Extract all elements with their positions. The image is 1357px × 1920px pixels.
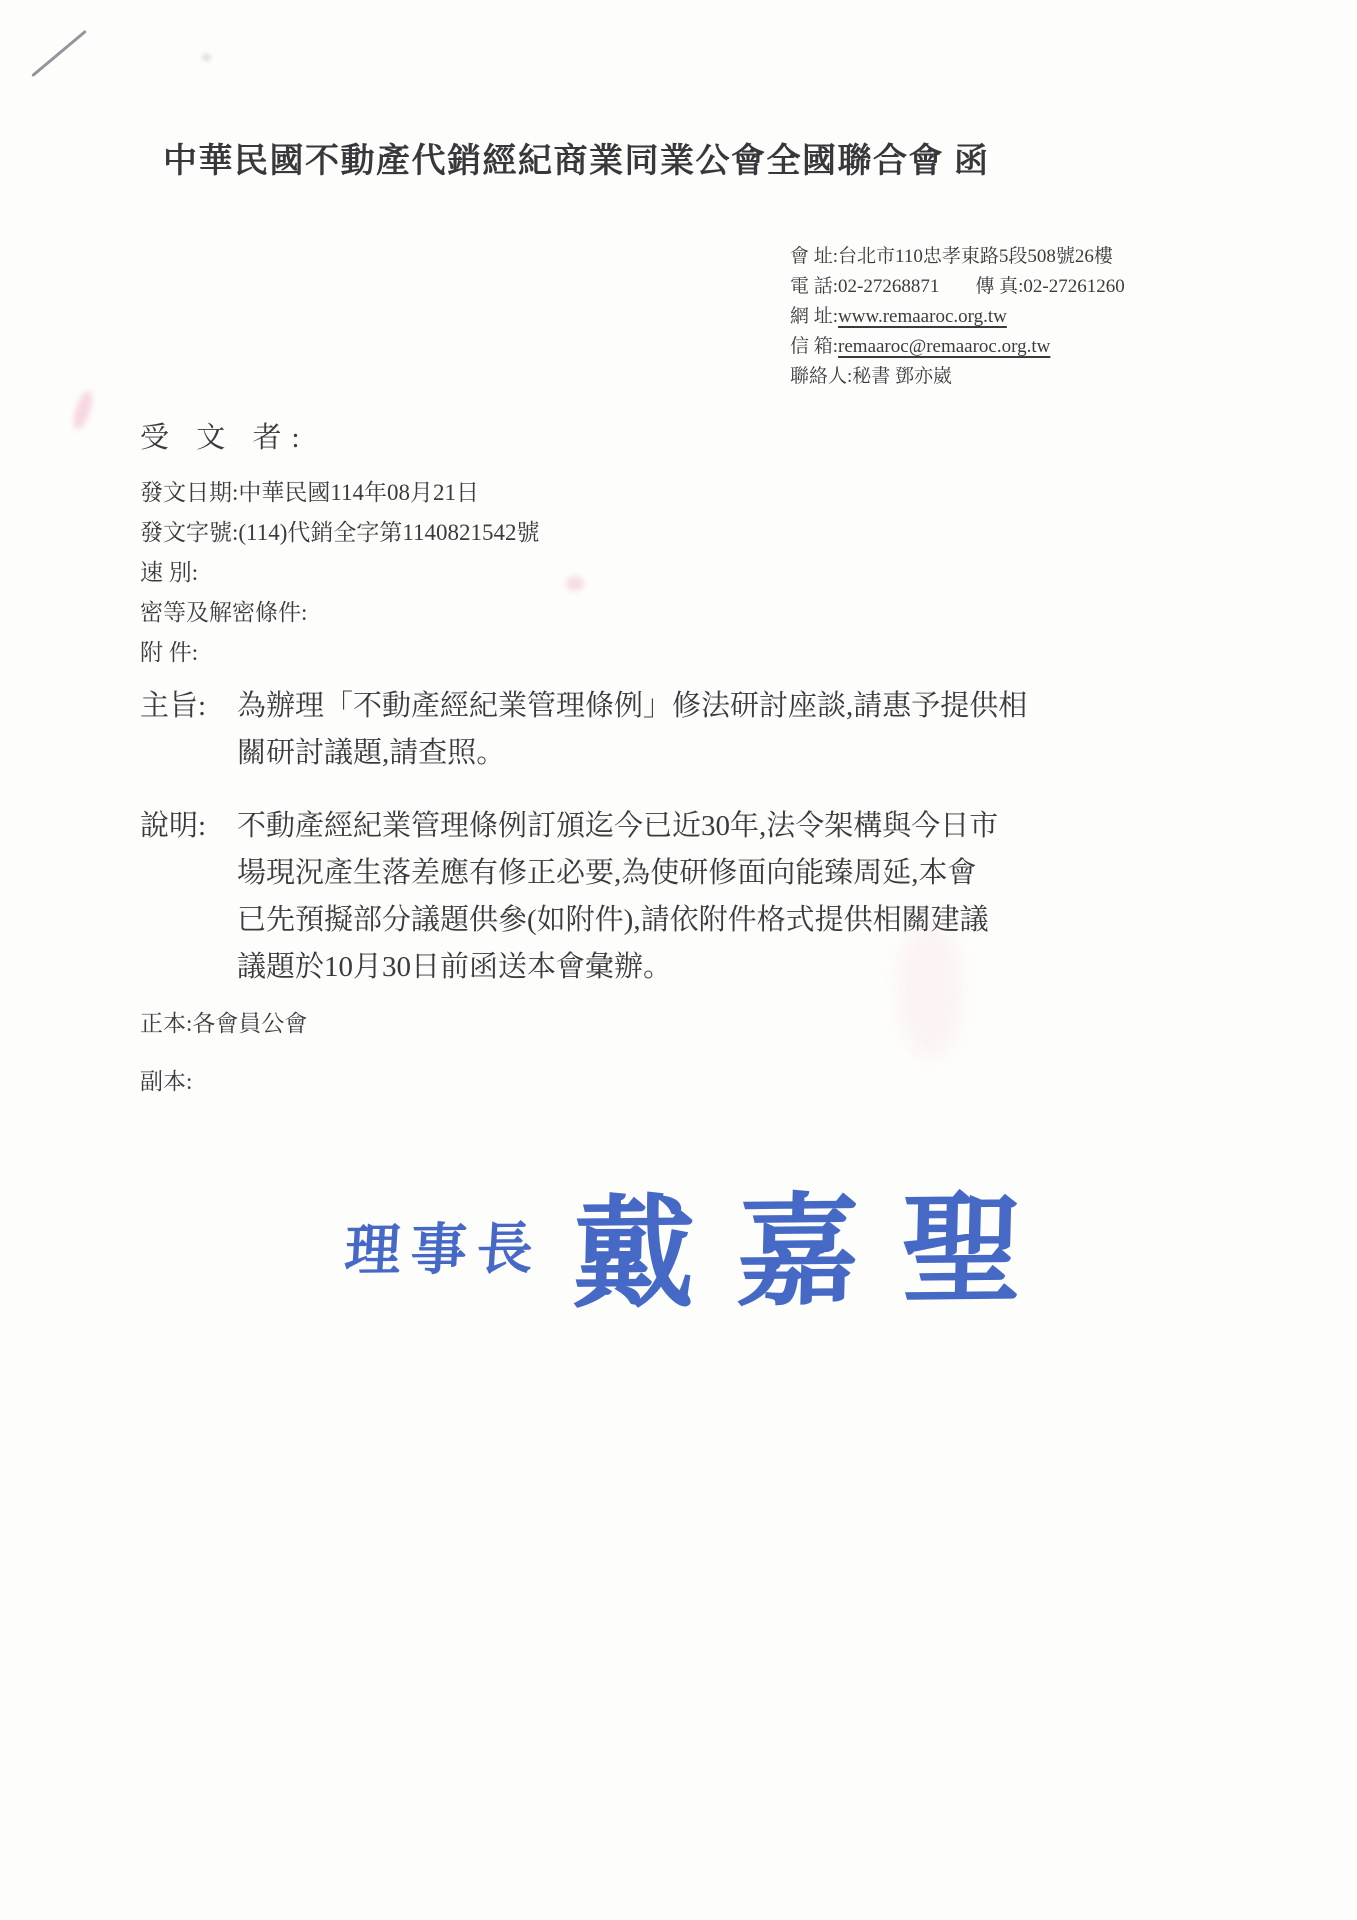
description-line: 已先預擬部分議題供參(如附件),請依附件格式提供相關建議 bbox=[237, 904, 989, 936]
scan-artifact bbox=[70, 389, 96, 431]
original-recipients-line bbox=[140, 1005, 307, 1038]
website-label: 網 址: bbox=[790, 306, 839, 327]
subject-line: 關研討議題,請查照。 bbox=[237, 737, 506, 769]
email-label: 信 箱: bbox=[790, 336, 839, 357]
description-line: 不動產經紀業管理條例訂頒迄今已近30年,法令架構與今日市 bbox=[237, 810, 999, 842]
copy-recipients-line bbox=[140, 1063, 192, 1096]
secrecy-label: 密等及解密條件: bbox=[140, 600, 308, 625]
contact-person-label: 聯絡人: bbox=[790, 366, 853, 387]
subject-paragraph bbox=[140, 683, 1027, 777]
letterhead-contact-block bbox=[790, 242, 1125, 392]
contact-email-line bbox=[790, 332, 1125, 362]
scan-artifact bbox=[566, 576, 584, 591]
website-value: www.remaaroc.org.tw bbox=[838, 306, 1007, 327]
issue-date-value: 中華民國114年08月21日 bbox=[238, 480, 480, 505]
phone-value: 02-27268871 bbox=[838, 276, 940, 297]
contact-phone-fax-line bbox=[790, 272, 1125, 302]
stamp-chairman-title: 理事長 bbox=[342, 1218, 545, 1283]
original-label: 正本: bbox=[140, 1011, 193, 1036]
subject-label: 主旨: bbox=[140, 690, 207, 722]
attachment-row bbox=[140, 633, 540, 673]
pen-mark-artifact bbox=[31, 30, 87, 77]
issue-number-label: 發文字號: bbox=[140, 520, 239, 545]
contact-person-line bbox=[790, 362, 1125, 392]
fax-value: 02-27261260 bbox=[1023, 276, 1125, 297]
description-text bbox=[237, 803, 998, 991]
issue-date-label: 發文日期: bbox=[140, 480, 239, 505]
issue-number-row bbox=[140, 513, 540, 553]
chairman-signature-stamp bbox=[344, 1151, 1066, 1334]
phone-label: 電 話: bbox=[790, 276, 839, 297]
secrecy-row bbox=[140, 593, 540, 633]
speed-label: 速 別: bbox=[140, 560, 199, 585]
description-line: 議題於10月30日前函送本會彙辦。 bbox=[237, 951, 673, 983]
description-paragraph bbox=[140, 803, 998, 991]
description-label: 說明: bbox=[140, 810, 207, 842]
contact-person-value: 秘書 鄧亦崴 bbox=[852, 366, 953, 387]
speed-row bbox=[140, 553, 540, 593]
address-label: 會 址: bbox=[790, 246, 839, 267]
contact-website-line bbox=[790, 302, 1125, 332]
issue-date-row bbox=[140, 473, 540, 513]
contact-address-line bbox=[790, 242, 1125, 272]
email-value: remaaroc@remaaroc.org.tw bbox=[838, 336, 1051, 357]
original-value: 各會員公會 bbox=[192, 1011, 308, 1036]
address-value: 台北市110忠孝東路5段508號26樓 bbox=[838, 246, 1113, 267]
fax-label: 傳 真: bbox=[975, 276, 1024, 297]
scan-artifact bbox=[202, 54, 211, 61]
subject-line: 為辦理「不動產經紀業管理條例」修法研討座談,請惠予提供相 bbox=[237, 690, 1028, 722]
recipient-label: 受 文 者: bbox=[140, 422, 310, 454]
description-line: 場現況產生落差應有修正必要,為使研修面向能臻周延,本會 bbox=[237, 857, 977, 889]
document-title: 中華民國不動產代銷經紀商業同業公會全國聯合會 函 bbox=[163, 143, 990, 180]
document-meta-block bbox=[140, 473, 540, 673]
subject-text bbox=[237, 683, 1027, 777]
copy-label: 副本: bbox=[140, 1069, 193, 1094]
attachment-label: 附 件: bbox=[140, 640, 199, 665]
issue-number-value: (114)代銷全字第1140821542號 bbox=[238, 520, 540, 545]
stamp-chairman-name: 戴嘉聖 bbox=[571, 1183, 1067, 1324]
